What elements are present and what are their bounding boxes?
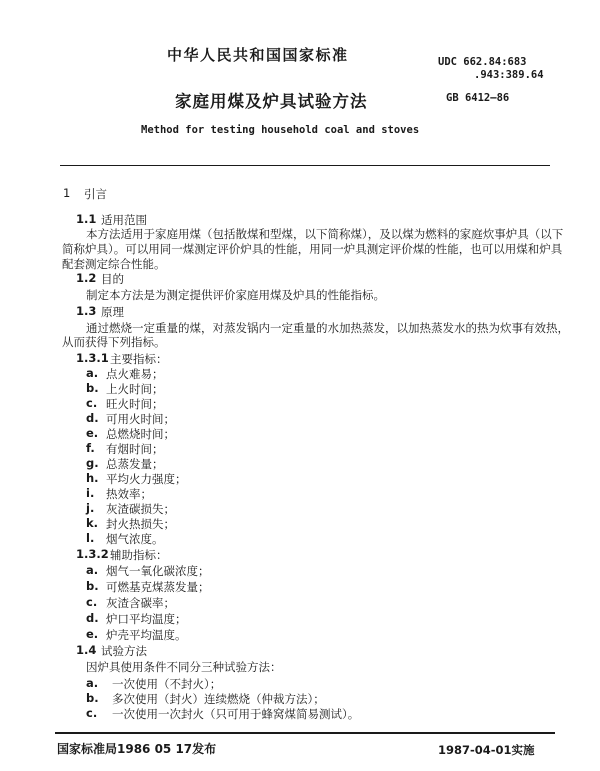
list-item-letter: d. [86, 611, 99, 625]
list-item-letter: a. [86, 563, 99, 577]
list-item-letter: e. [86, 627, 99, 641]
list-item-text: 灰渣碳损失； [106, 502, 175, 516]
list-item-letter: c. [86, 595, 98, 609]
list-item-text: 烟气一氧化碳浓度； [106, 564, 210, 578]
list-item-text: 热效率； [106, 487, 152, 501]
purpose-paragraph: 制定本方法是为测定提供评价家庭用煤及炉具的性能指标。 [86, 288, 385, 302]
document-title: 家庭用煤及炉具试验方法 [175, 92, 368, 111]
section-1-3-title: 原理 [101, 305, 124, 319]
section-1-3-2-title: 辅助指标： [110, 548, 168, 562]
list-item-letter: b. [86, 579, 99, 593]
english-title: Method for testing household coal and stoves [141, 124, 420, 136]
list-item-letter: b. [86, 691, 99, 705]
list-item-letter: j. [86, 501, 95, 515]
list-item-letter: c. [86, 706, 98, 720]
list-item-letter: a. [86, 366, 99, 380]
list-item-text: 有烟时间； [106, 442, 164, 456]
list-item-text: 点火难易； [106, 367, 164, 381]
section-1-3-2-number: 1.3.2 [76, 547, 109, 561]
issue-date: 国家标准局1986 05 17发布 [57, 742, 217, 756]
test-methods-paragraph: 因炉具使用条件不同分三种试验方法： [86, 660, 282, 674]
section-1-1-title: 适用范围 [101, 213, 147, 227]
list-item-letter: a. [86, 676, 99, 690]
udc-code-line1: UDC 662.84:683 [438, 56, 527, 68]
list-item-text: 炉壳平均温度。 [106, 628, 187, 642]
gb-standard-number: GB 6412—86 [446, 92, 510, 104]
list-item-text: 旺火时间； [106, 397, 164, 411]
list-item-letter: b. [86, 381, 99, 395]
section-1-2-number: 1.2 [76, 271, 97, 285]
section-1-1-number: 1.1 [76, 212, 97, 226]
list-item-text: 总燃烧时间； [106, 427, 175, 441]
list-item-letter: k. [86, 516, 99, 530]
section-1-number: 1 [63, 186, 71, 200]
section-1-3-number: 1.3 [76, 304, 97, 318]
section-1-3-1-number: 1.3.1 [76, 351, 109, 365]
principle-paragraph-line2: 从而获得下列指标。 [62, 335, 166, 349]
list-item-text: 多次使用（封火）连续燃烧（仲裁方法）； [112, 692, 325, 706]
list-item-letter: h. [86, 471, 99, 485]
section-1-3-1-title: 主要指标： [110, 352, 168, 366]
list-item-text: 可燃基克煤蒸发量； [106, 580, 210, 594]
section-1-4-title: 试验方法 [101, 644, 147, 658]
list-item-text: 总蒸发量； [106, 457, 164, 471]
list-item-text: 可用火时间； [106, 412, 175, 426]
scope-paragraph-line1: 本方法适用于家庭用煤（包括散煤和型煤，以下简称煤），及以煤为燃料的家庭炊事炉具（以下 [86, 227, 564, 241]
list-item-text: 灰渣含碳率； [106, 596, 175, 610]
scope-paragraph-line2: 简称炉具）。可以用同一煤测定评价炉具的性能，用同一炉具测定评价煤的性能，也可以用煤和炉具 [62, 242, 563, 256]
section-1-2-title: 目的 [101, 272, 124, 286]
list-item-letter: c. [86, 396, 98, 410]
list-item-text: 封火热损失； [106, 517, 175, 531]
principle-paragraph-line1: 通过燃烧一定重量的煤，对蒸发锅内一定重量的水加热蒸发，以加热蒸发水的热为炊事有效热， [86, 321, 569, 335]
list-item-text: 上火时间； [106, 382, 164, 396]
list-item-text: 平均火力强度； [106, 472, 187, 486]
scope-paragraph-line3: 配套测定综合性能。 [62, 257, 166, 271]
list-item-letter: g. [86, 456, 99, 470]
national-standard-title: 中华人民共和国国家标准 [167, 46, 349, 64]
section-1-4-number: 1.4 [76, 643, 97, 657]
list-item-text: 一次使用一次封火（只可用于蜂窝煤简易测试）。 [112, 707, 360, 721]
list-item-text: 炉口平均温度； [106, 612, 187, 626]
list-item-text: 一次使用（不封火）； [112, 677, 222, 691]
list-item-letter: l. [86, 531, 95, 545]
list-item-letter: i. [86, 486, 95, 500]
header-divider [60, 165, 550, 166]
list-item-letter: d. [86, 411, 99, 425]
udc-code-line2: .943:389.64 [474, 69, 544, 81]
list-item-letter: e. [86, 426, 99, 440]
section-1-title: 引言 [84, 187, 107, 201]
footer-divider [55, 732, 555, 734]
implementation-date: 1987-04-01实施 [438, 743, 535, 757]
list-item-text: 烟气浓度。 [106, 532, 164, 546]
list-item-letter: f. [86, 441, 95, 455]
